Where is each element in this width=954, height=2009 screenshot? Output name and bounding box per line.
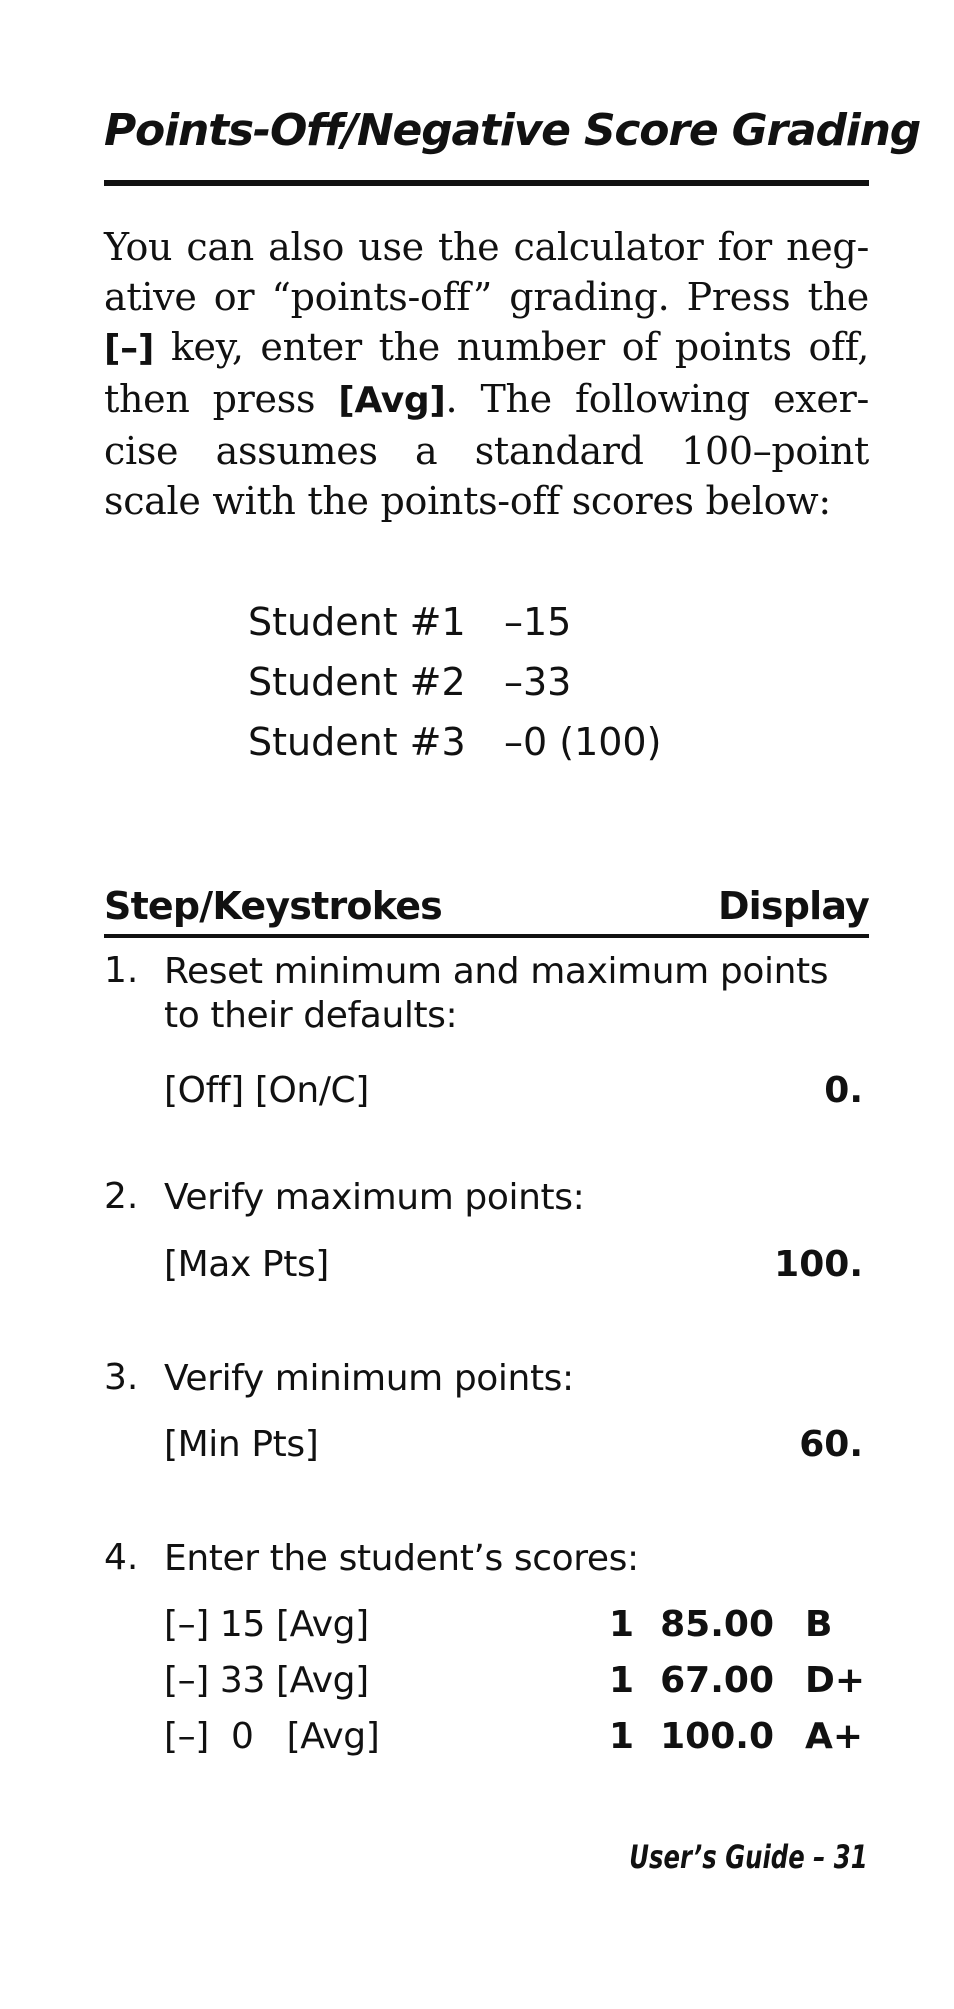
keystrokes: [–] 0 [Avg] bbox=[164, 1716, 380, 1757]
intro-text-1: You can also use the calculator for neg-ative or “points-off” grading. Press the bbox=[104, 225, 869, 319]
student-name: Student #3 bbox=[248, 720, 466, 764]
step-number: 1. bbox=[104, 950, 139, 991]
step-text: Verify minimum points: bbox=[164, 1358, 574, 1399]
keystrokes: [Max Pts] bbox=[164, 1244, 329, 1285]
step-text: Verify maximum points: bbox=[164, 1177, 585, 1218]
display-count: 1 bbox=[609, 1660, 635, 1701]
keystroke-row bbox=[164, 1070, 869, 1120]
display-count: 1 bbox=[609, 1604, 635, 1645]
step-number: 2. bbox=[104, 1176, 139, 1217]
keystroke-row bbox=[164, 1424, 869, 1474]
title-rule bbox=[104, 180, 869, 186]
page-title: Points-Off/Negative Score Grading bbox=[104, 105, 921, 156]
display-score: 100.0 bbox=[660, 1716, 774, 1757]
student-name: Student #1 bbox=[248, 600, 466, 644]
display-value: 100. bbox=[774, 1244, 863, 1285]
header-keystrokes: Step/Keystrokes bbox=[104, 884, 442, 928]
header-display: Display bbox=[717, 884, 869, 928]
minus-key-label: [–] bbox=[104, 328, 155, 369]
keystroke-row bbox=[164, 1716, 869, 1766]
student-score: –15 bbox=[504, 600, 572, 644]
step-text: Enter the student’s scores: bbox=[164, 1538, 639, 1579]
display-grade: D+ bbox=[805, 1660, 866, 1701]
step-number: 3. bbox=[104, 1357, 139, 1398]
keystrokes: [–] 33 [Avg] bbox=[164, 1660, 369, 1701]
intro-text-2: key, enter the number of points off, then press bbox=[104, 325, 869, 421]
steps-table-header bbox=[104, 878, 869, 934]
display-grade: B bbox=[805, 1604, 833, 1645]
display-score: 85.00 bbox=[660, 1604, 774, 1645]
display-count: 1 bbox=[609, 1716, 635, 1757]
keystroke-row bbox=[164, 1604, 869, 1654]
keystroke-row bbox=[164, 1660, 869, 1710]
header-rule bbox=[104, 934, 869, 938]
student-name: Student #2 bbox=[248, 660, 466, 704]
display-grade: A+ bbox=[805, 1716, 864, 1757]
student-score: –33 bbox=[504, 660, 572, 704]
intro-paragraph bbox=[104, 222, 869, 526]
display-value: 0. bbox=[824, 1070, 863, 1111]
keystrokes: [–] 15 [Avg] bbox=[164, 1604, 369, 1645]
display-value: 60. bbox=[799, 1424, 863, 1465]
keystrokes: [Off] [On/C] bbox=[164, 1070, 369, 1111]
step-number: 4. bbox=[104, 1537, 139, 1578]
keystrokes: [Min Pts] bbox=[164, 1424, 319, 1465]
keystroke-row bbox=[164, 1244, 869, 1294]
avg-key-label: [Avg] bbox=[338, 380, 446, 421]
display-score: 67.00 bbox=[660, 1660, 774, 1701]
step-text: Reset minimum and maximum points to their defaults: bbox=[164, 951, 829, 1036]
student-score: –0 (100) bbox=[504, 720, 662, 764]
intro-text-3: . The following exer-cise assumes a standard 100–point scale with the points-off scores below: bbox=[104, 377, 869, 523]
page-footer: User’s Guide – 31 bbox=[629, 1838, 868, 1876]
